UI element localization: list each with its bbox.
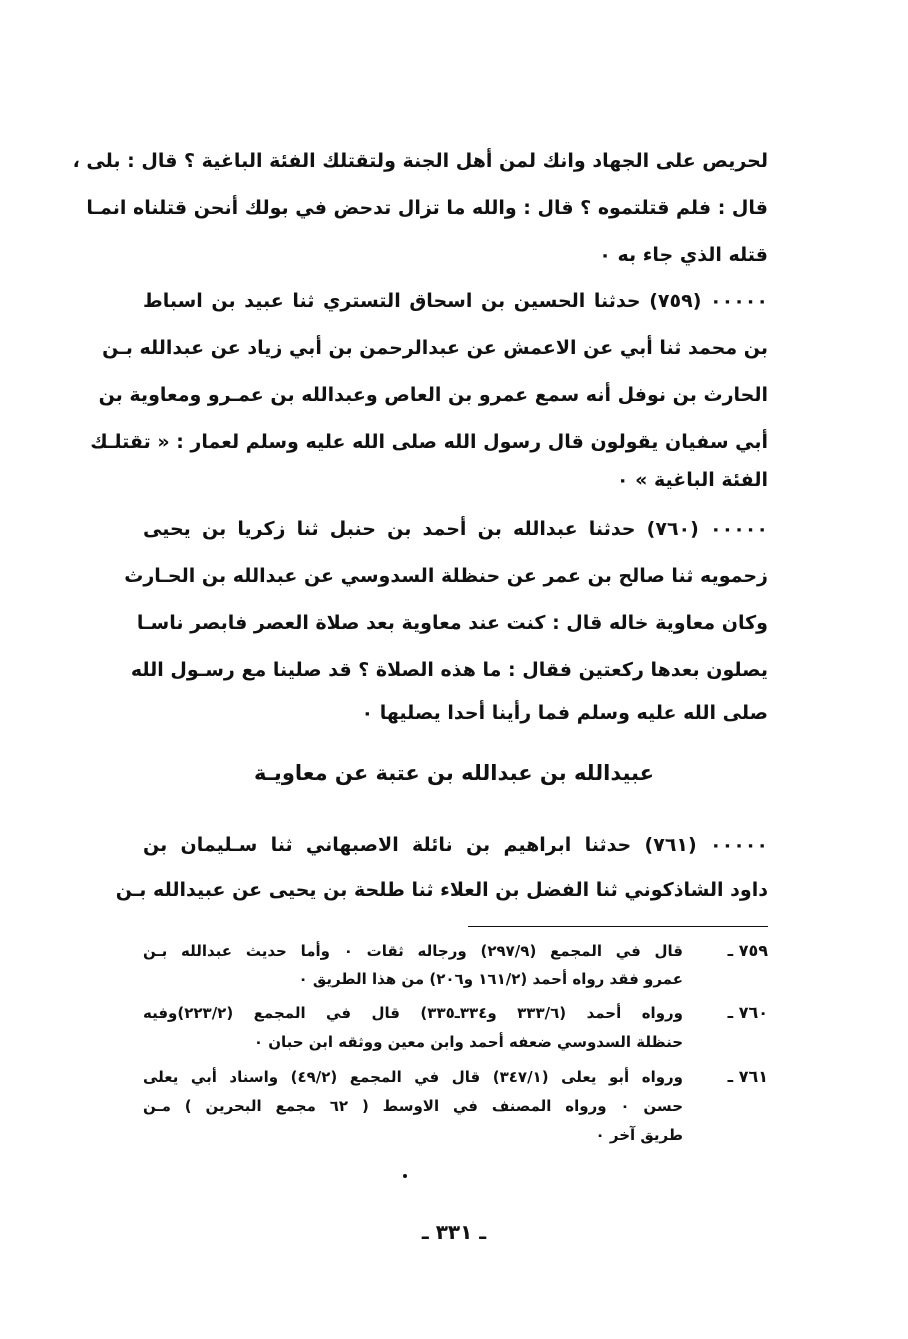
- body-line: قتله الذي جاء به ٠: [599, 244, 768, 266]
- body-line: الحارث بن نوفل أنه سمع عمرو بن العاص وعبدالله بن عمـرو ومعاوية بن: [98, 384, 768, 406]
- body-line: داود الشاذكوني ثنا الفضل بن العلاء ثنا طلحة بن يحيى عن عبيدالله بـن: [115, 879, 768, 901]
- footnote-number: ٧٦٠ ـ: [727, 1003, 768, 1022]
- body-line: الفئة الباغية » ٠: [616, 469, 768, 491]
- body-line: أبي سفيان يقولون قال رسول الله صلى الله عليه وسلم لعمار : « تقتلـك: [90, 431, 768, 453]
- body-line: زحمويه ثنا صالح بن عمر عن حنظلة السدوسي عن عبدالله بن الحـارث: [124, 565, 768, 587]
- section-heading: عبيدالله بن عبدالله بن عتبة عن معاويـة: [254, 761, 654, 785]
- footnote-line: ورواه أبو يعلى (٣٤٧/١) قال في المجمع (٤٩/٢) واسناد أبي يعلى: [143, 1068, 683, 1086]
- page-number: ـ ٣٣١ ـ: [421, 1220, 487, 1244]
- footnote-line: حسن ٠ ورواه المصنف في الاوسط ( ٦٢ مجمع البحرين ) مـن: [143, 1097, 684, 1115]
- footnote-separator: [468, 926, 768, 927]
- body-line: صلى الله عليه وسلم فما رأينا أحدا يصليها ٠: [361, 702, 768, 724]
- footnote-line: قال في المجمع (٢٩٧/٩) ورجاله ثقات ٠ وأما حديث عبدالله بـن: [143, 942, 684, 960]
- hadith-759-line: ٠٠٠٠٠ (٧٥٩) حدثنا الحسين بن اسحاق التستري ثنا عبيد بن اسباط: [143, 290, 768, 312]
- body-line: بن محمد ثنا أبي عن الاعمش عن عبدالرحمن بن أبي زياد عن عبدالله بـن: [102, 337, 768, 359]
- body-line: وكان معاوية خاله قال : كنت عند معاوية بعد صلاة العصر فابصر ناسـا: [136, 612, 768, 634]
- footnote-number: ٧٦١ ـ: [727, 1067, 768, 1086]
- body-line: قال : فلم قتلتموه ؟ قال : والله ما تزال تدحض في بولك أنحن قتلناه انمـا: [86, 197, 768, 219]
- body-line: يصلون بعدها ركعتين فقال : ما هذه الصلاة ؟ قد صلينا مع رسـول الله: [130, 659, 768, 681]
- hadith-760-line: ٠٠٠٠٠ (٧٦٠) حدثنا عبدالله بن أحمد بن حنبل ثنا زكريا بن يحيى: [143, 518, 768, 540]
- footnote-line: طريق آخر ٠: [595, 1126, 683, 1144]
- footnote-line: حنظلة السدوسي ضعفه أحمد وابن معين ووثقه ابن حبان ٠: [253, 1033, 683, 1051]
- footnote-line: عمرو فقد رواه أحمد (١٦١/٢ و٢٠٦) من هذا الطريق ٠: [298, 970, 683, 988]
- ink-dot: [403, 1174, 407, 1178]
- hadith-761-line: ٠٠٠٠٠ (٧٦١) حدثنا ابراهيم بن نائلة الاصبهاني ثنا سـليمان بن: [143, 834, 768, 856]
- footnote-line: ورواه أحمد (٣٣٣/٦ و٣٣٤ـ٣٣٥) قال في المجمع (٢٢٣/٢)وفيه: [143, 1004, 683, 1022]
- footnote-number: ٧٥٩ ـ: [727, 941, 768, 960]
- body-line: لحريص على الجهاد وانك لمن أهل الجنة ولتقتلك الفئة الباغية ؟ قال : بلى ،: [72, 150, 768, 172]
